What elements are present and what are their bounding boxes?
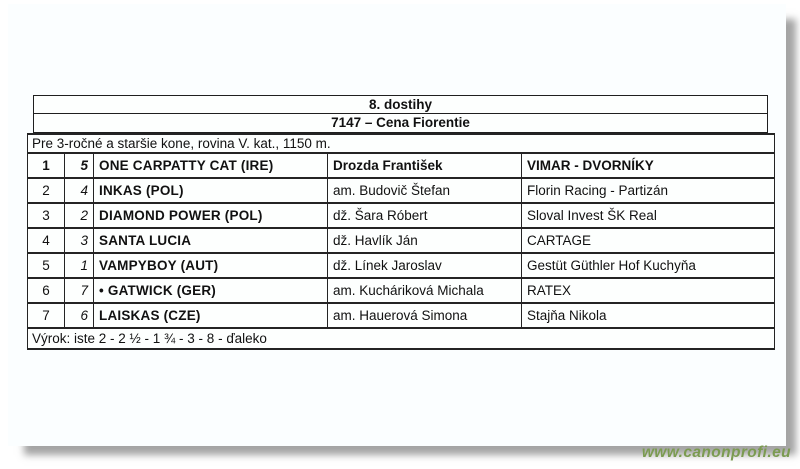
horse-name-cell: ONE CARPATTY CAT (IRE) — [94, 153, 328, 178]
rider-cell: am. Hauerová Simona — [328, 303, 522, 328]
place-cell: 3 — [28, 203, 65, 228]
table-row — [28, 178, 775, 203]
start-number-cell: 4 — [65, 178, 94, 203]
start-number-cell: 7 — [65, 278, 94, 303]
race-conditions-text: Pre 3-ročné a staršie kone, rovina V. kat., 1150 m. — [28, 134, 775, 153]
race-header-box — [33, 95, 768, 133]
place-cell: 4 — [28, 228, 65, 253]
rider-cell: dž. Havlík Ján — [328, 228, 522, 253]
owner-cell: Florin Racing - Partizán — [522, 178, 775, 203]
document-page — [8, 4, 786, 446]
owner-cell: Stajňa Nikola — [522, 303, 775, 328]
rider-cell: am. Kucháriková Michala — [328, 278, 522, 303]
horse-name-cell: SANTA LUCIA — [94, 228, 328, 253]
horse-name-cell: INKAS (POL) — [94, 178, 328, 203]
start-number-cell: 1 — [65, 253, 94, 278]
rider-cell: Drozda František — [328, 153, 522, 178]
owner-cell: RATEX — [522, 278, 775, 303]
rider-cell: dž. Šara Róbert — [328, 203, 522, 228]
race-number-title: 8. dostihy — [34, 96, 767, 114]
horse-name-cell: VAMPYBOY (AUT) — [94, 253, 328, 278]
verdict-text: Výrok: iste 2 - 2 ½ - 1 ¾ - 3 - 8 - ďaleko — [28, 328, 775, 349]
place-cell: 5 — [28, 253, 65, 278]
race-results-table — [27, 95, 774, 350]
owner-cell: VIMAR - DVORNÍKY — [522, 153, 775, 178]
results-table — [27, 133, 775, 350]
place-cell: 7 — [28, 303, 65, 328]
table-row — [28, 278, 775, 303]
place-cell: 2 — [28, 178, 65, 203]
watermark-link[interactable]: www.canonprofi.eu — [641, 444, 791, 461]
rider-cell: dž. Línek Jaroslav — [328, 253, 522, 278]
table-row — [28, 303, 775, 328]
table-row — [28, 228, 775, 253]
owner-cell: Gestüt Güthler Hof Kuchyňa — [522, 253, 775, 278]
owner-cell: Sloval Invest ŠK Real — [522, 203, 775, 228]
horse-name-cell: • GATWICK (GER) — [94, 278, 328, 303]
table-row — [28, 253, 775, 278]
race-name-title: 7147 – Cena Fiorentie — [331, 115, 470, 130]
place-cell: 6 — [28, 278, 65, 303]
horse-name-cell: DIAMOND POWER (POL) — [94, 203, 328, 228]
place-cell: 1 — [28, 153, 65, 178]
horse-name-cell: LAISKAS (CZE) — [94, 303, 328, 328]
verdict-row — [28, 328, 775, 349]
rider-cell: am. Budovič Štefan — [328, 178, 522, 203]
owner-cell: CARTAGE — [522, 228, 775, 253]
table-row — [28, 203, 775, 228]
race-conditions-row — [28, 134, 775, 153]
start-number-cell: 6 — [65, 303, 94, 328]
start-number-cell: 2 — [65, 203, 94, 228]
start-number-cell: 3 — [65, 228, 94, 253]
start-number-cell: 5 — [65, 153, 94, 178]
table-row — [28, 153, 775, 178]
